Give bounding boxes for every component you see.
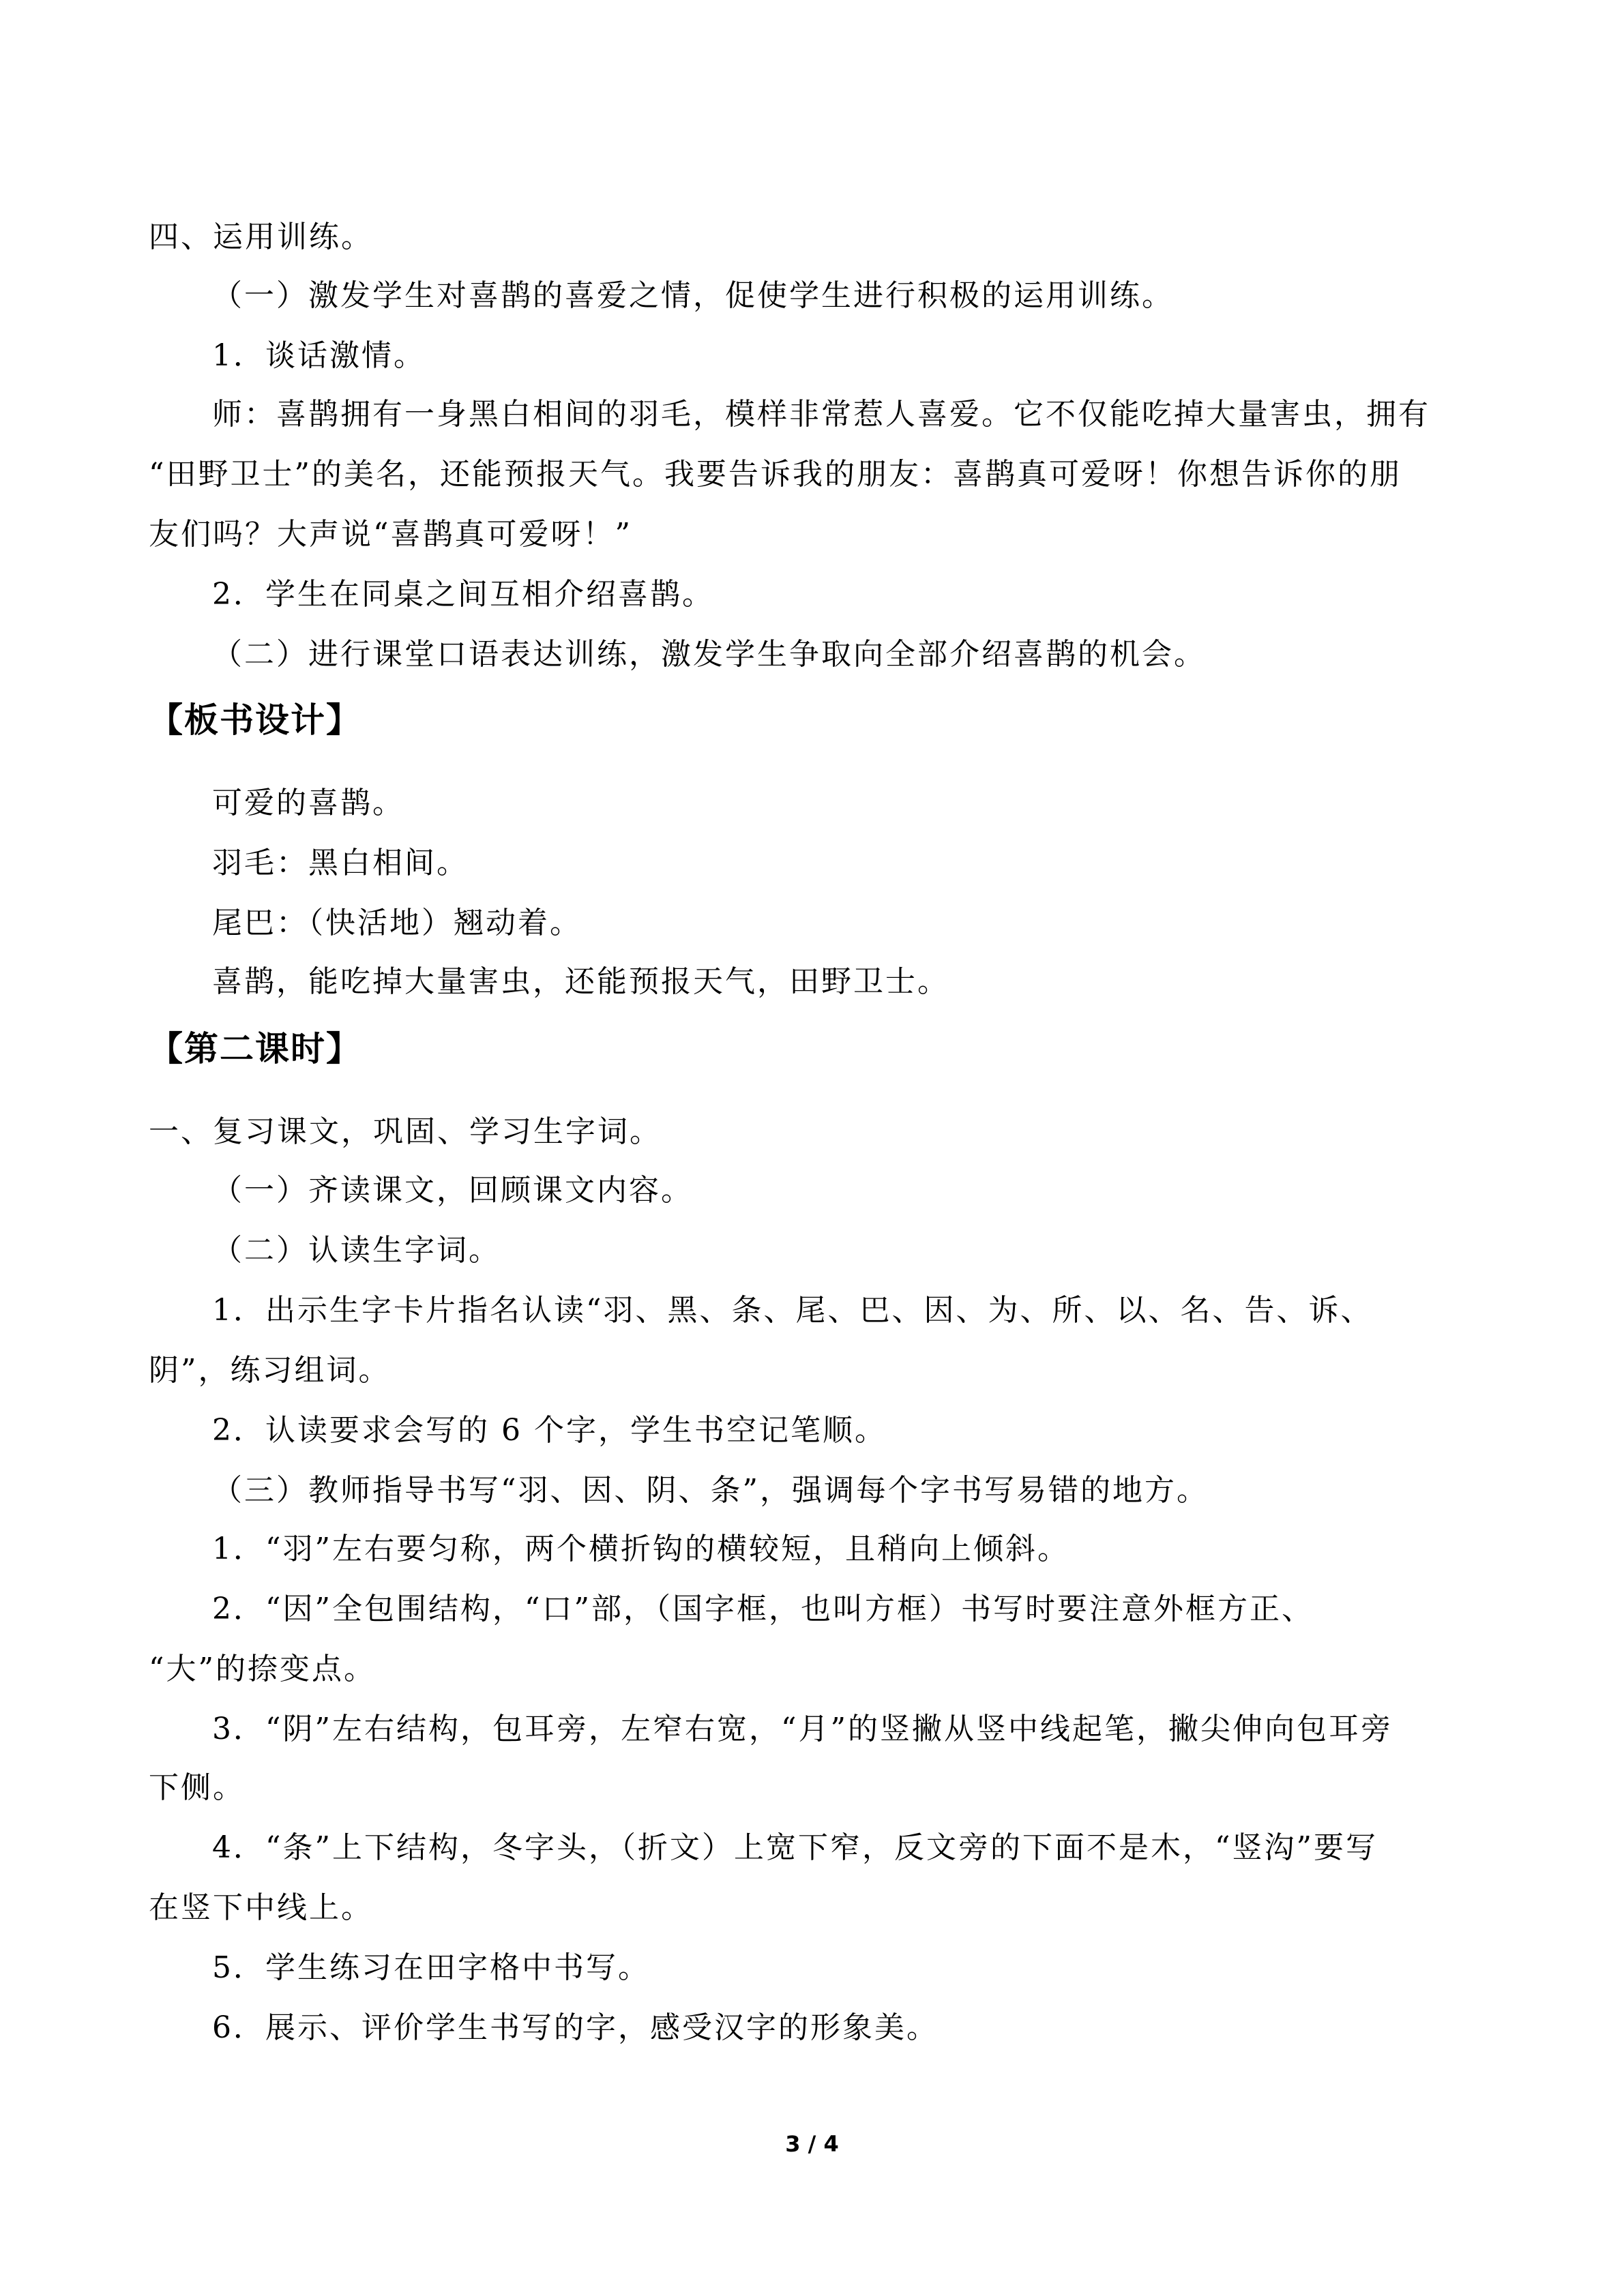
list-item: 1．谈话激情。 <box>212 338 426 373</box>
list-item-continuation: 阴”，练习组词。 <box>149 1353 391 1388</box>
second-lesson-heading: 【第二课时】 <box>149 1029 361 1069</box>
subsection-heading: （二）进行课堂口语表达训练，激发学生争取向全部介绍喜鹊的机会。 <box>212 637 1206 672</box>
subsection-heading: （三）教师指导书写“羽、因、阴、条”，强调每个字书写易错的地方。 <box>212 1473 1209 1508</box>
list-item: 1．出示生字卡片指名认读“羽、黑、条、尾、巴、因、为、所、以、名、告、诉、 <box>212 1293 1373 1328</box>
list-item-continuation: 下侧。 <box>149 1770 245 1805</box>
list-item: 6．展示、评价学生书写的字，感受汉字的形象美。 <box>212 2010 939 2045</box>
list-item: 5．学生练习在田字格中书写。 <box>212 1950 650 1985</box>
list-item-continuation: 在竖下中线上。 <box>149 1890 373 1925</box>
section-title: 一、复习课文，巩固、学习生字词。 <box>149 1114 662 1149</box>
paragraph-line: 师：喜鹊拥有一身黑白相间的羽毛，模样非常惹人喜爱。它不仅能吃掉大量害虫，拥有 <box>212 397 1430 432</box>
subsection-heading: （一）齐读课文，回顾课文内容。 <box>212 1173 693 1208</box>
list-item: 2．学生在同桌之间互相介绍喜鹊。 <box>212 577 714 612</box>
paragraph-line: “田野卫士”的美名，还能预报天气。我要告诉我的朋友：喜鹊真可爱呀！你想告诉你的朋 <box>149 457 1402 492</box>
subsection-heading: （二）认读生字词。 <box>212 1233 501 1268</box>
page-number: 3 / 4 <box>785 2131 839 2157</box>
board-line: 可爱的喜鹊。 <box>212 786 404 820</box>
board-design-heading: 【板书设计】 <box>149 700 361 740</box>
board-line: 羽毛：黑白相间。 <box>212 846 469 880</box>
list-item: 1．“羽”左右要匀称，两个横折钩的横较短，且稍向上倾斜。 <box>212 1532 1069 1566</box>
list-item: 2．“因”全包围结构，“口”部，（国字框，也叫方框）书写时要注意外框方正、 <box>212 1592 1314 1626</box>
subsection-heading: （一）激发学生对喜鹊的喜爱之情，促使学生进行积极的运用训练。 <box>212 278 1174 313</box>
section-title: 四、运用训练。 <box>149 220 373 254</box>
list-item: 3．“阴”左右结构，包耳旁，左窄右宽，“月”的竖撇从竖中线起笔，撇尖伸向包耳旁 <box>212 1712 1393 1746</box>
paragraph-line: 友们吗？大声说“喜鹊真可爱呀！” <box>149 517 632 552</box>
list-item-continuation: “大”的捺变点。 <box>149 1652 376 1686</box>
board-line: 喜鹊，能吃掉大量害虫，还能预报天气，田野卫士。 <box>212 964 949 999</box>
list-item: 2．认读要求会写的 6 个字，学生书空记笔顺。 <box>212 1413 887 1448</box>
list-item: 4．“条”上下结构，冬字头，（折文）上宽下窄，反文旁的下面不是木，“竖沟”要写 <box>212 1830 1378 1865</box>
board-line: 尾巴：（快活地）翘动着。 <box>212 906 582 940</box>
